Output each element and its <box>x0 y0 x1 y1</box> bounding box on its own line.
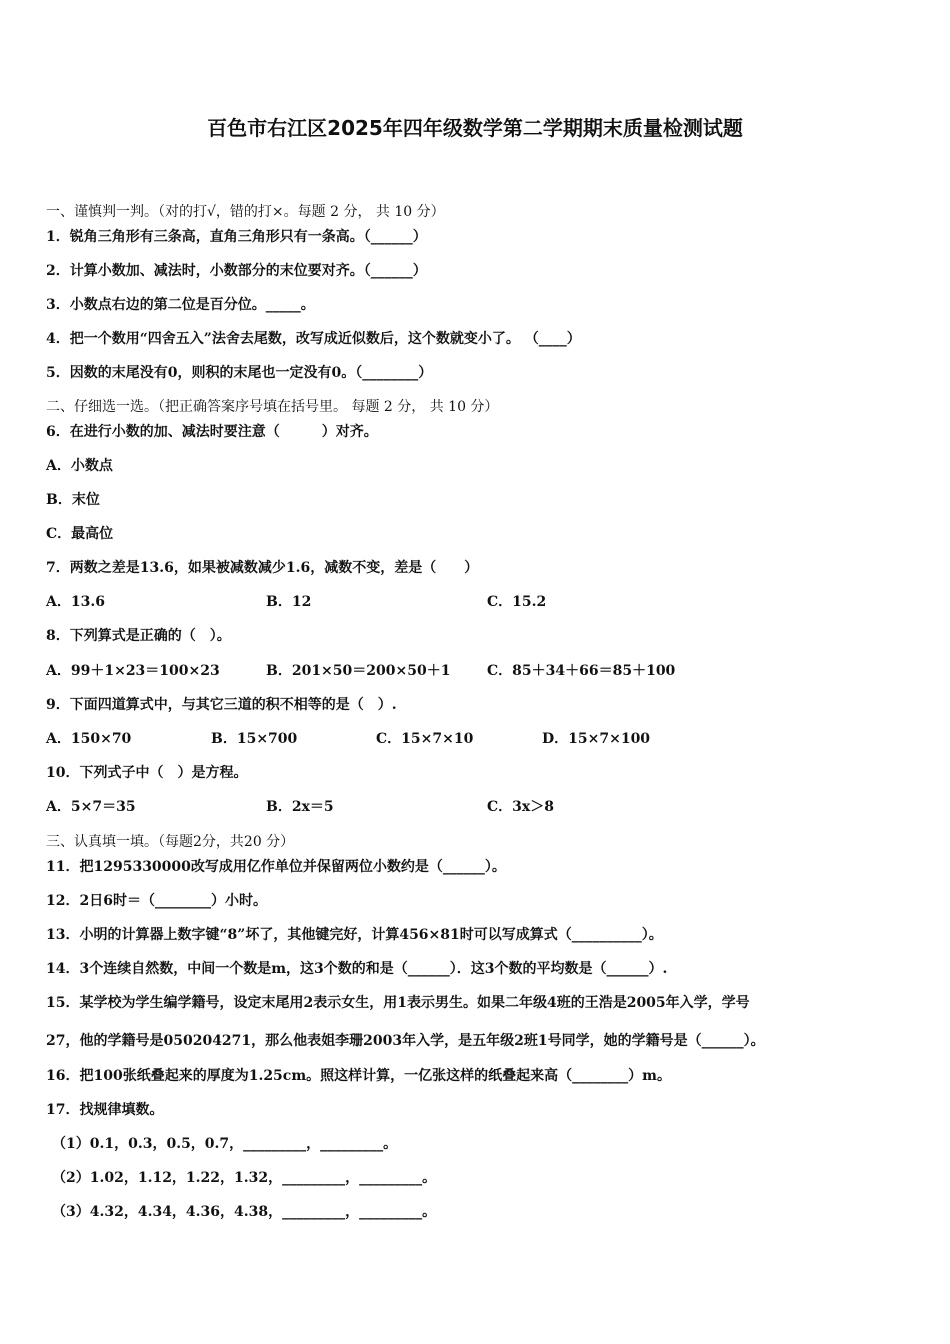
section-3-header: 三、认真填一填。（每题2分，共20 分） <box>46 834 295 850</box>
question-17: 17．找规律填数。 <box>46 1102 164 1118</box>
question-7-option-a: A．13.6 <box>46 594 105 610</box>
question-17-part-2: （2）1.02，1.12，1.22，1.32，_________，_________。 <box>52 1170 437 1186</box>
question-6-option-b: B．末位 <box>46 492 100 508</box>
question-7-option-b: B．12 <box>266 594 312 610</box>
section-2-header: 二、仔细选一选。（把正确答案序号填在括号里。 每题 2 分， 共 10 分） <box>46 399 499 415</box>
section-1-header: 一、谨慎判一判。（对的打√，错的打×。每题 2 分， 共 10 分） <box>46 204 445 220</box>
page-title: 百色市右江区2025年四年级数学第二学期期末质量检测试题 <box>207 116 743 140</box>
question-15-line-1: 15．某学校为学生编学籍号，设定末尾用2表示女生，用1表示男生。如果二年级4班的王浩是2005年入学，学号 <box>46 995 750 1011</box>
question-7: 7．两数之差是13.6，如果被减数减少1.6，减数不变，差是（ ） <box>46 560 479 576</box>
question-8-option-c: C．85＋34＋66＝85＋100 <box>487 663 676 679</box>
question-16: 16．把100张纸叠起来的厚度为1.25cm。照这样计算，一亿张这样的纸叠起来高（________）m。 <box>46 1068 671 1084</box>
question-12: 12．2日6时＝（________）小时。 <box>46 893 267 909</box>
question-10-option-c: C．3x＞8 <box>487 799 554 815</box>
question-13: 13．小明的计算器上数字键“8”坏了，其他键完好，计算456×81时可以写成算式（__________）。 <box>46 927 663 943</box>
question-5: 5．因数的末尾没有0，则积的末尾也一定没有0。（________） <box>46 365 433 381</box>
question-10-option-b: B．2x＝5 <box>266 799 334 815</box>
question-14: 14．3个连续自然数，中间一个数是m，这3个数的和是（______）．这3个数的平均数是（______）. <box>46 961 668 977</box>
question-17-part-3: （3）4.32，4.34，4.36，4.38，_________，_________。 <box>52 1204 437 1220</box>
question-3: 3．小数点右边的第二位是百分位。_____。 <box>46 297 315 313</box>
question-2: 2．计算小数加、减法时，小数部分的末位要对齐。（______） <box>46 263 427 279</box>
question-8: 8．下列算式是正确的（ ）。 <box>46 628 231 644</box>
question-10: 10．下列式子中（ ）是方程。 <box>46 765 248 781</box>
question-1: 1．锐角三角形有三条高，直角三角形只有一条高。（______） <box>46 229 427 245</box>
question-9-option-a: A．150×70 <box>46 731 132 747</box>
question-7-option-c: C．15.2 <box>487 594 547 610</box>
question-8-option-b: B．201×50＝200×50＋1 <box>266 663 451 679</box>
question-10-option-a: A．5×7＝35 <box>46 799 136 815</box>
question-9-option-c: C．15×7×10 <box>376 731 474 747</box>
question-6: 6．在进行小数的加、减法时要注意（ ）对齐。 <box>46 424 378 440</box>
question-9-option-d: D．15×7×100 <box>542 731 651 747</box>
question-6-option-c: C．最高位 <box>46 526 114 542</box>
question-17-part-1: （1）0.1，0.3，0.5，0.7，_________，_________。 <box>52 1136 398 1152</box>
question-11: 11．把1295330000改写成用亿作单位并保留两位小数约是（______）。 <box>46 859 506 875</box>
question-9: 9．下面四道算式中，与其它三道的积不相等的是（ ）. <box>46 697 397 713</box>
question-4: 4．把一个数用“四舍五入”法舍去尾数，改写成近似数后，这个数就变小了。 （____） <box>46 331 581 347</box>
question-15-line-2: 27，他的学籍号是050204271，那么他表姐李珊2003年入学，是五年级2班1号同学，她的学籍号是（______）。 <box>46 1033 765 1049</box>
question-8-option-a: A．99＋1×23＝100×23 <box>46 663 220 679</box>
question-6-option-a: A．小数点 <box>46 458 113 474</box>
question-9-option-b: B．15×700 <box>211 731 298 747</box>
